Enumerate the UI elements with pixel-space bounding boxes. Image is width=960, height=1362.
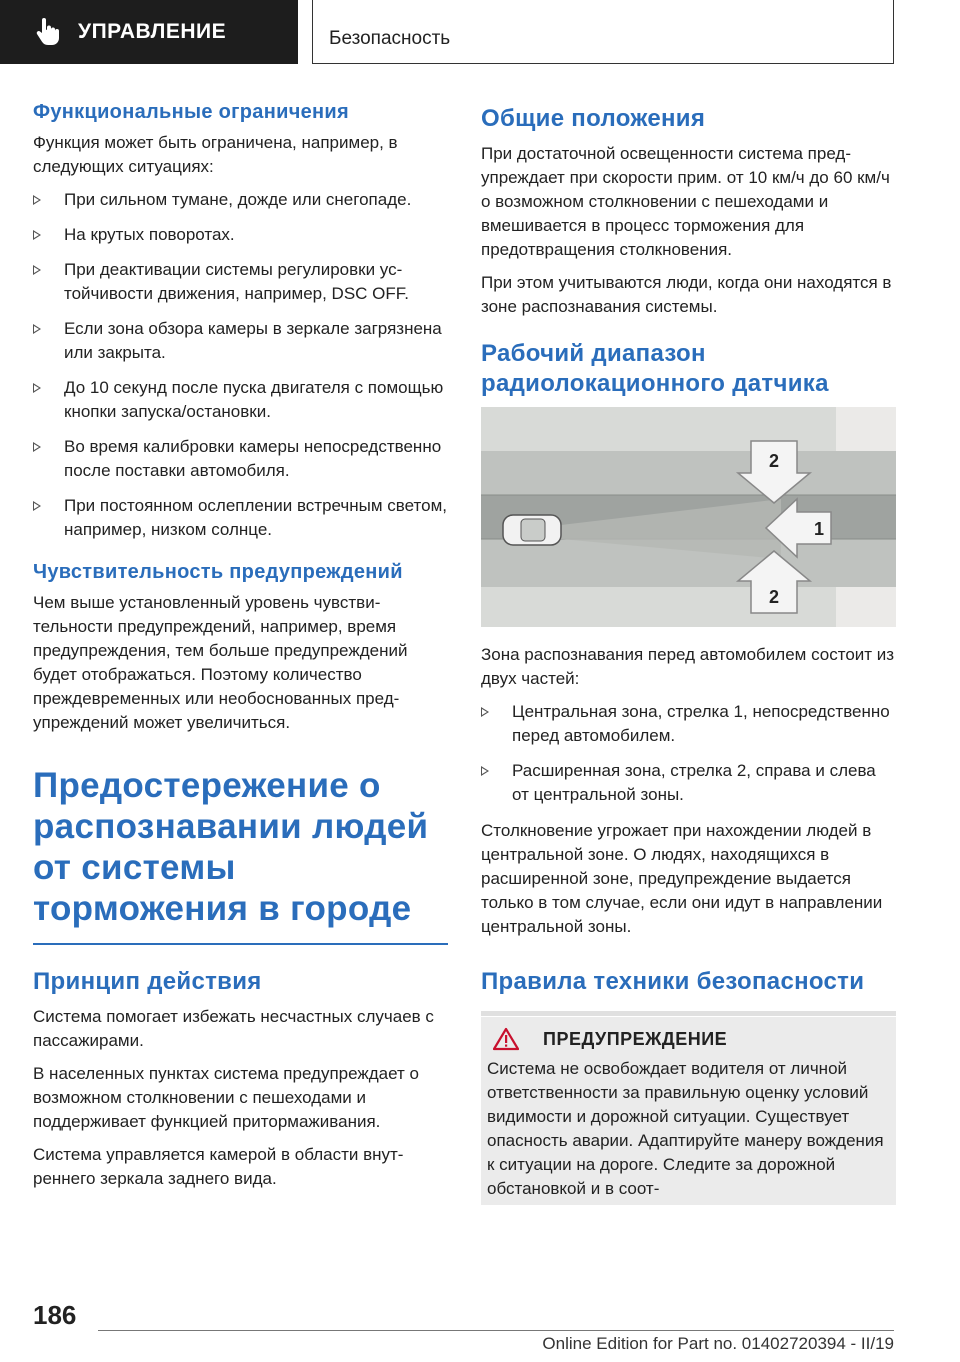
subsection-title: Безопасность <box>329 28 451 49</box>
warning-text: Система не освобождает водителя от личной ответственности за правильную оценку условий видимости и дорожной ситуации. Существует опасность аварии. Адаптируйте манеру вождения к ситуации на дороге. Следите за дорожной обстановкой и в соот- <box>487 1059 884 1198</box>
bullet-triangle-icon <box>33 324 41 334</box>
warning-header <box>487 1027 890 1051</box>
svg-text:1: 1 <box>813 519 825 539</box>
range-heading: Рабочий диапазон радиолокационного датчика <box>481 340 829 397</box>
svg-text:2: 2 <box>768 451 780 471</box>
list-item: На крутых поворотах. <box>33 223 448 247</box>
list-item: При постоянном ослеплении встречным светом, например, низком солнце. <box>33 494 448 542</box>
bullet-triangle-icon <box>33 195 41 205</box>
radar-range-diagram <box>481 407 896 627</box>
range-text: Столкновение угрожает при нахождении людей в центральной зоне. О людях, находящихся в расширенной зоне, предупреждение выдается только в том случае, если они идут в направлении центральной зоны. <box>481 821 883 936</box>
bullet-triangle-icon <box>33 265 41 275</box>
list-item: Если зона обзора камеры в зеркале загрязнена или закрыта. <box>33 317 448 365</box>
edition-text: Online Edition for Part no. 01402720394 - II/19 <box>542 1334 894 1353</box>
principle-paragraph-2: В населенных пунктах система предупреждает о возможном столкновении с пешеходами и поддерживает функцией притормаживания. <box>33 1064 419 1131</box>
footer-rule <box>98 1330 894 1331</box>
range-intro: Зона распознавания перед автомобилем состоит из двух частей: <box>481 645 895 688</box>
warning-triangle-icon <box>493 1027 519 1051</box>
range-list <box>481 700 896 807</box>
general-paragraph-1: При достаточной освещенности система предупреждает при скорости прим. от 10 км/ч до 60 км/ч о возможном столкновении с пешеходами и вмешивается в процесс торможения для предотвращения столкновения. <box>481 144 890 259</box>
limits-list <box>33 188 448 542</box>
list-item: При сильном тумане, дожде или снегопаде. <box>33 188 448 212</box>
sensitivity-text: Чем выше установленный уровень чувствительности предупреждений, например, время предупреждения, тем больше предупреждений будет отображаться. Поэтому количество преждевременных или необоснованных предупреждений может увеличиться. <box>33 593 408 732</box>
heading-rule <box>33 943 448 945</box>
bullet-triangle-icon <box>33 442 41 452</box>
list-item: Расширенная зона, стрелка 2, справа и слева от центральной зоны. <box>481 759 896 807</box>
bullet-triangle-icon <box>33 501 41 511</box>
svg-text:2: 2 <box>768 587 780 607</box>
subsection-box <box>312 0 894 64</box>
warning-title: ПРЕДУПРЕЖДЕНИЕ <box>543 1028 728 1049</box>
limits-heading: Функциональные ограничения <box>33 101 349 123</box>
car-icon <box>503 515 561 545</box>
general-heading: Общие положения <box>481 105 706 132</box>
right-column <box>481 100 896 1205</box>
list-item: Центральная зона, стрелка 1, непосредственно перед автомобилем. <box>481 700 896 748</box>
page-number: 186 <box>33 1300 77 1330</box>
main-heading: Предостережение о распознавании людей от системы торможения в городе <box>33 766 429 928</box>
section-title: УПРАВЛЕНИЕ <box>78 20 227 43</box>
hand-pointer-icon <box>34 18 60 46</box>
bullet-triangle-icon <box>481 766 489 776</box>
sensitivity-heading: Чувствительность предупреждений <box>33 561 403 583</box>
principle-paragraph-1: Система помогает избежать несчастных случаев с пассажирами. <box>33 1007 434 1050</box>
principle-heading: Принцип действия <box>33 968 262 995</box>
limits-intro: Функция может быть ограничена, например, в следующих ситуациях: <box>33 133 398 176</box>
section-tab <box>0 0 298 64</box>
safety-heading: Правила техники безопасности <box>481 968 865 995</box>
general-paragraph-2: При этом учитываются люди, когда они находятся в зоне распознавания системы. <box>481 273 892 316</box>
bullet-triangle-icon <box>33 383 41 393</box>
warning-box <box>481 1017 896 1205</box>
bullet-triangle-icon <box>481 707 489 717</box>
list-item: Во время калибровки камеры непосредственно после поставки автомобиля. <box>33 435 448 483</box>
list-item: До 10 секунд после пуска двигателя с помощью кнопки запуска/остановки. <box>33 376 448 424</box>
list-item: При деактивации системы регулировки устойчивости движения, например, DSC OFF. <box>33 258 448 306</box>
bullet-triangle-icon <box>33 230 41 240</box>
principle-paragraph-3: Система управляется камерой в области внутреннего зеркала заднего вида. <box>33 1145 404 1188</box>
left-column <box>33 100 448 1200</box>
